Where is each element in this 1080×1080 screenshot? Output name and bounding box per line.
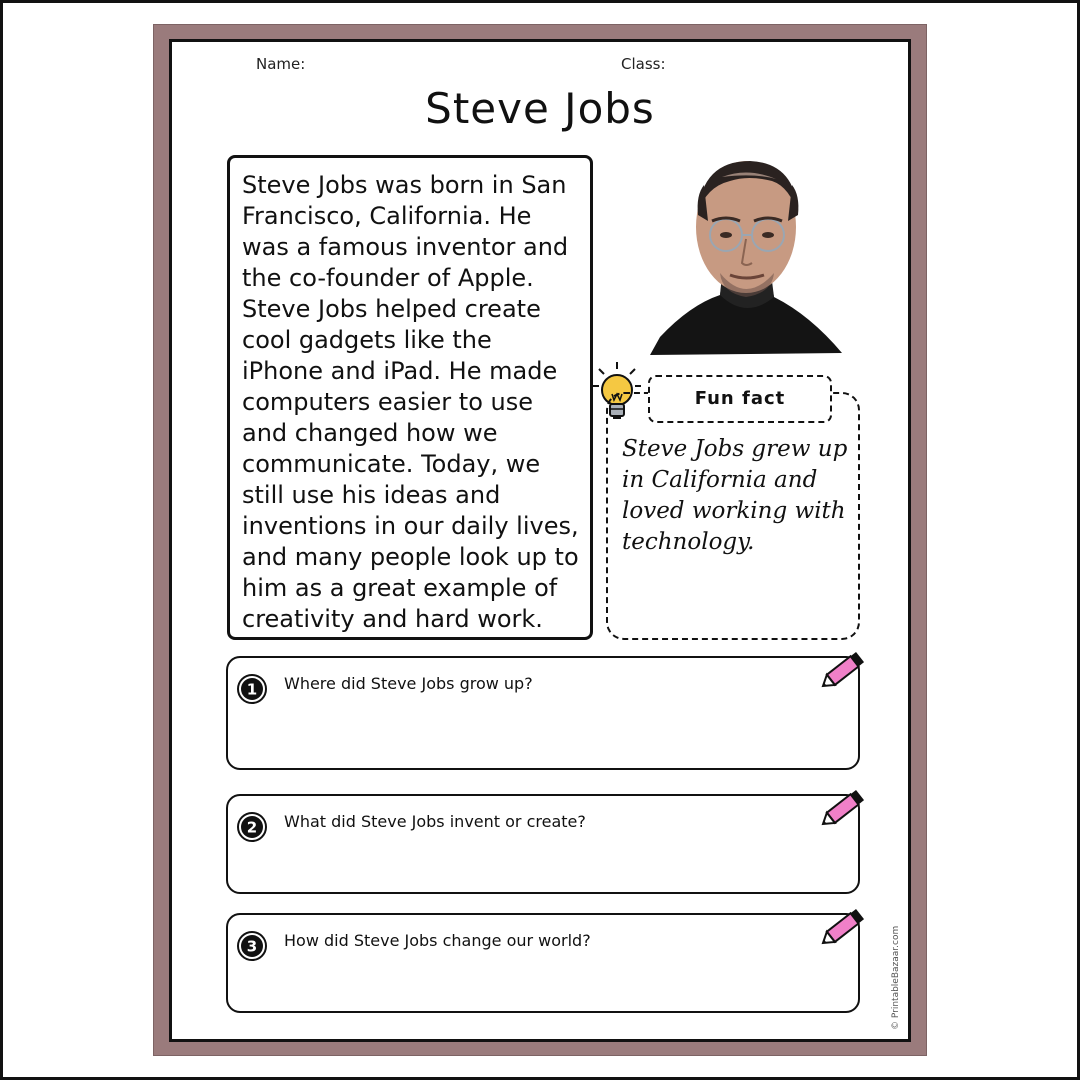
- question-number: 2: [246, 818, 258, 837]
- question-number: 3: [246, 937, 258, 956]
- number-badge-icon: [237, 812, 267, 842]
- question-box-1[interactable]: [226, 656, 860, 770]
- pencil-icon: [818, 648, 868, 694]
- question-number: 1: [246, 680, 258, 699]
- copyright-credit: © PrintableBazaar.com: [891, 925, 901, 1030]
- fun-fact-box: [606, 392, 860, 640]
- question-text: What did Steve Jobs invent or create?: [284, 812, 586, 831]
- question-text: Where did Steve Jobs grow up?: [284, 674, 533, 693]
- name-label: Name:: [256, 55, 306, 73]
- story-text: Steve Jobs was born in San Francisco, California. He was a famous inventor and the co-founder of Apple. Steve Jobs helped create cool gadgets like the iPhone and iPad. He made computers easier to use and changed how we communicate. Today, we still use his ideas and inventions in our daily lives, and many people look up to him as a great example of creativity and hard work.: [227, 155, 593, 640]
- fun-fact-text: Steve Jobs grew up in California and loved working with technology.: [622, 436, 848, 555]
- pencil-icon: [818, 905, 868, 951]
- question-box-2[interactable]: [226, 794, 860, 894]
- number-badge-icon: [237, 931, 267, 961]
- fun-fact-label: Fun fact: [648, 375, 832, 423]
- portrait-illustration: [650, 155, 842, 355]
- pencil-icon: [818, 786, 868, 832]
- page-title: Steve Jobs: [425, 84, 655, 133]
- number-badge-icon: [237, 674, 267, 704]
- question-box-3[interactable]: [226, 913, 860, 1013]
- class-label: Class:: [621, 55, 666, 73]
- question-text: How did Steve Jobs change our world?: [284, 931, 591, 950]
